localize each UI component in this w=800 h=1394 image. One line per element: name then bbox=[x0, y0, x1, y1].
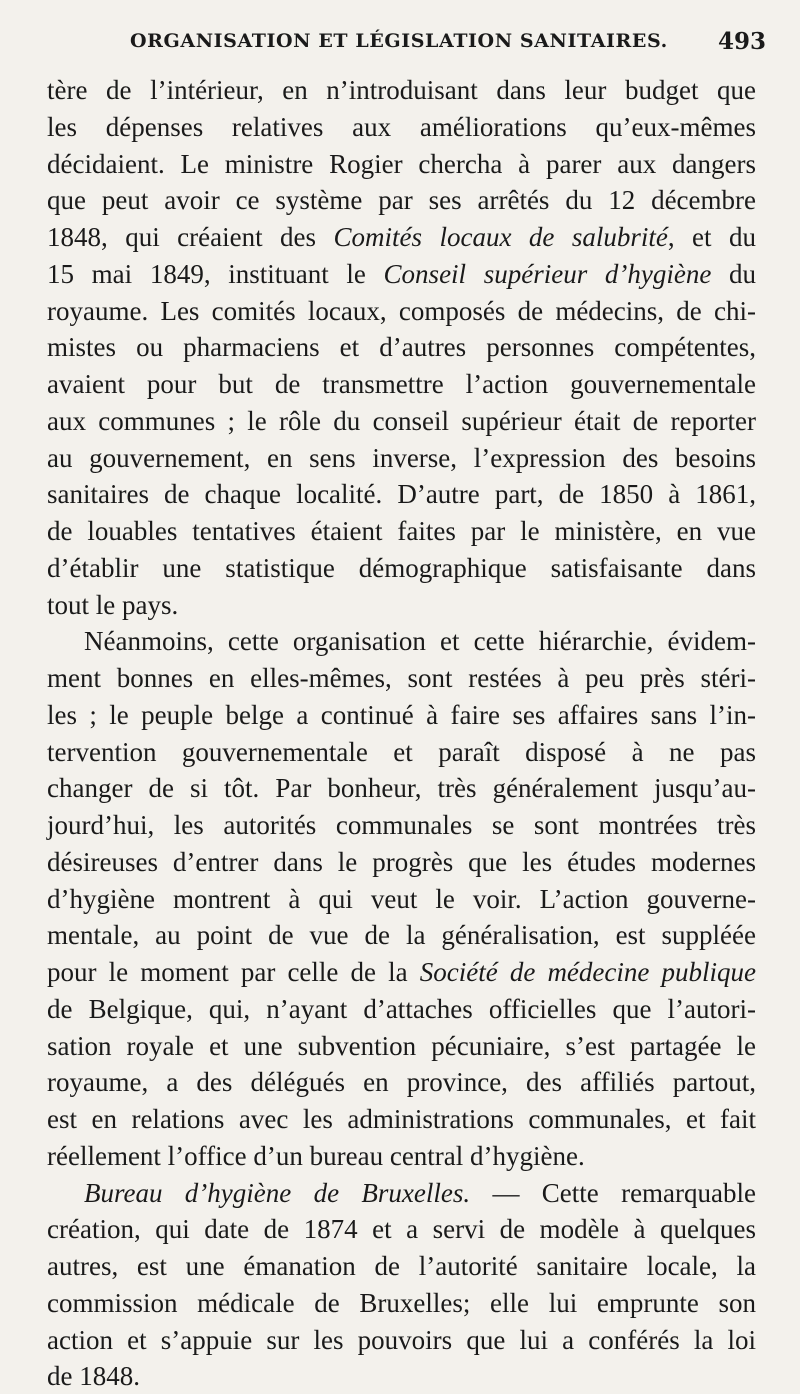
text-line bbox=[47, 881, 756, 917]
text-line bbox=[47, 366, 756, 402]
text-line bbox=[47, 770, 756, 806]
text-line bbox=[84, 623, 756, 659]
text-run: décidaient. Le ministre Rogier chercha à parer aux dangers bbox=[47, 148, 756, 179]
text-line bbox=[47, 660, 756, 696]
italic-phrase: Comités locaux de salubrité bbox=[333, 222, 668, 252]
text-line bbox=[47, 293, 756, 329]
running-title: ORGANISATION ET LÉGISLATION SANITAIRES. bbox=[130, 30, 668, 52]
italic-phrase: Conseil supérieur d’hygiène bbox=[383, 258, 712, 289]
text-line bbox=[47, 587, 756, 623]
text-line bbox=[47, 146, 756, 182]
text-run: est en relations avec les administrations communales, et fait bbox=[47, 1104, 756, 1134]
text-run: que peut avoir ce système par ses arrêtés du 12 décembre bbox=[47, 185, 756, 216]
text-run: aux communes ; le rôle du conseil supérieur était de reporter bbox=[47, 405, 756, 436]
italic-phrase: Société de médecine publique bbox=[419, 957, 756, 987]
text-run: les dépenses relatives aux améliorations qu’eux-mêmes bbox=[47, 111, 756, 142]
text-run: mistes ou pharmaciens et d’autres personnes compétentes, bbox=[47, 332, 756, 363]
text-line bbox=[47, 1028, 756, 1064]
text-run: autres, est une émanation de l’autorité sanitaire locale, la bbox=[47, 1251, 756, 1281]
text-line bbox=[47, 513, 756, 549]
text-line bbox=[47, 440, 756, 476]
text-run: jourd’hui, les autorités communales se sont montrées très bbox=[47, 810, 756, 840]
text-line bbox=[47, 1101, 756, 1137]
text-line bbox=[47, 476, 756, 512]
text-run: royaume, a des délégués en province, des affiliés partout, bbox=[47, 1067, 756, 1098]
text-line bbox=[47, 1211, 756, 1247]
text-line bbox=[47, 1248, 756, 1284]
running-head bbox=[130, 30, 766, 62]
text-run: changer de si tôt. Par bonheur, très généralement jusqu’au- bbox=[47, 773, 756, 804]
text-run: royaume. Les comités locaux, composés de médecins, de chi- bbox=[47, 295, 756, 326]
text-line bbox=[47, 807, 756, 843]
text-run: mentale, au point de vue de la généralisation, est suppléée bbox=[47, 920, 756, 951]
text-run: , et du bbox=[667, 222, 756, 252]
text-line bbox=[47, 219, 756, 255]
text-line bbox=[47, 697, 756, 733]
text-run: commission médicale de Bruxelles; elle lui emprunte son bbox=[47, 1287, 756, 1318]
text-run: 1848, qui créaient des bbox=[47, 222, 334, 252]
text-run: au gouvernement, en sens inverse, l’expression des besoins bbox=[47, 442, 756, 473]
text-line bbox=[47, 329, 756, 365]
text-run: d’établir une statistique démographique satisfaisante dans bbox=[47, 552, 756, 583]
text-run: désireuses d’entrer dans le progrès que les études modernes bbox=[47, 846, 756, 877]
text-run: d’hygiène montrent à qui veut le voir. L’action gouverne- bbox=[47, 883, 756, 914]
text-run: du bbox=[711, 258, 756, 289]
text-line bbox=[47, 1322, 756, 1358]
text-run: 15 mai 1849, instituant le bbox=[47, 258, 384, 289]
text-run: action et s’appuie sur les pouvoirs que lui a conférés la loi bbox=[47, 1324, 756, 1355]
text-run: avaient pour but de transmettre l’action gouvernementale bbox=[47, 369, 756, 399]
text-line bbox=[47, 1064, 756, 1100]
text-run: de Belgique, qui, n’ayant d’attaches officielles que l’autori- bbox=[47, 993, 756, 1024]
text-run: création, qui date de 1874 et a servi de modèle à quelques bbox=[47, 1214, 756, 1245]
text-line bbox=[47, 72, 756, 108]
text-run: de 1848. bbox=[47, 1361, 140, 1392]
italic-phrase: Bureau d’hygiène de Bruxelles. bbox=[84, 1177, 471, 1208]
text-run: les ; le peuple belge a continué à faire ses affaires sans l’in- bbox=[47, 699, 756, 730]
text-line bbox=[47, 954, 756, 990]
text-line bbox=[47, 734, 756, 770]
text-line bbox=[47, 403, 756, 439]
text-line bbox=[84, 1175, 756, 1211]
text-run: Néanmoins, cette organisation et cette hiérarchie, évidem- bbox=[84, 626, 756, 657]
text-run: tère de l’intérieur, en n’introduisant dans leur budget que bbox=[47, 75, 756, 105]
text-line bbox=[47, 1358, 756, 1394]
text-run: ment bonnes en elles-mêmes, sont restées à peu près stéri- bbox=[47, 663, 756, 693]
text-run: réellement l’office d’un bureau central d’hygiène. bbox=[47, 1140, 585, 1171]
text-line bbox=[47, 917, 756, 953]
text-run: pour le moment par celle de la bbox=[47, 957, 420, 987]
text-line bbox=[47, 109, 756, 145]
text-run: de louables tentatives étaient faites par le ministère, en vue bbox=[47, 516, 756, 546]
text-run: tervention gouvernementale et paraît disposé à ne pas bbox=[47, 736, 756, 767]
text-line bbox=[47, 844, 756, 880]
text-line bbox=[47, 991, 756, 1027]
text-run: sanitaires de chaque localité. D’autre part, de 1850 à 1861, bbox=[47, 479, 756, 510]
text-line bbox=[47, 182, 756, 218]
text-line bbox=[47, 550, 756, 586]
page-number: 493 bbox=[717, 28, 766, 55]
text-run: sation royale et une subvention pécuniaire, s’est partagée le bbox=[47, 1030, 756, 1061]
text-line bbox=[47, 1138, 756, 1174]
text-run: tout le pays. bbox=[47, 589, 179, 620]
text-line bbox=[47, 1285, 756, 1321]
text-line bbox=[47, 256, 756, 292]
text-run: — Cette remarquable bbox=[470, 1177, 756, 1208]
